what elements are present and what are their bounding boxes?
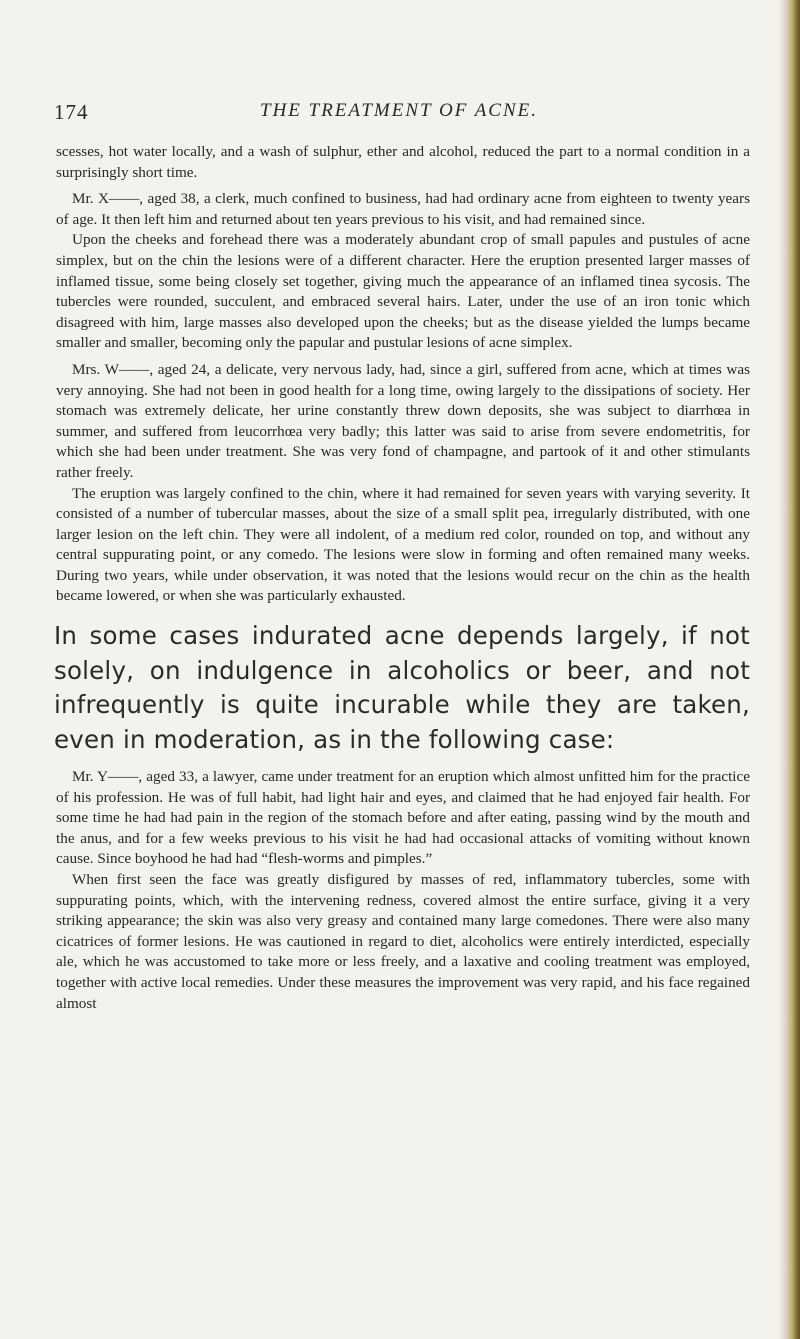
page-number: 174 [54,100,89,124]
case-paragraph-mr-x: Mr. X——, aged 38, a clerk, much confined to business, had had ordinary acne from eighteen to twenty years of age. It then left him and returned about ten years previous to his visit, and had remained since. [56,190,750,228]
running-title: THE TREATMENT OF ACNE. [260,100,539,121]
case-paragraph-mr-y-treatment: When first seen the face was greatly disfigured by masses of red, inflammatory tubercles, some with suppurating points, which, with the intervening redness, covered almost the entire surface, giving it a very striking appearance; the skin was also very greasy and contained many large comedones. There were also many cicatrices of former lesions. He was cautioned in regard to diet, alcoholics were entirely interdicted, especially ale, which he was accustomed to take more or less freely, and a laxative and cooling treatment was employed, together with active local remedies. Under these measures the improvement was very rapid, and his face regained almost [56,871,750,1012]
paragraph-continuation: scesses, hot water locally, and a wash of sulphur, ether and alcohol, reduced the part to a normal condition in a surprisingly short time. [56,143,750,181]
case-paragraph-mrs-w-eruption: The eruption was largely confined to the chin, where it had remained for seven years with varying severity. It consisted of a number of tubercular masses, about the size of a small split pea, irregularly distributed, with one larger lesion on the left chin. They were all indolent, of a medium red color, rounded on top, and without any central suppurating point, or any comedo. The lesions were slow in forming and often remained many weeks. During two years, while under observation, it was noted that the lesions would recur on the chin as the health became lowered, or when she was particularly exhausted. [56,484,750,605]
case-paragraph-mrs-w: Mrs. W——, aged 24, a delicate, very nervous lady, had, since a girl, suffered from acne, which at times was very annoying. She had not been in good health for a long time, owing largely to the dissipations of society. Her stomach was extremely delicate, her urine constantly threw down deposits, she was subject to diarrhœa in summer, and suffered from leucorrhœa very badly; this latter was said to arise from severe endometritis, for which she had been under treatment. She was very fond of champagne, and partook of it and other stimulants rather freely. [56,360,750,481]
book-page-edge [786,0,800,1339]
page-body [56,142,750,1014]
large-type-passage: In some cases indurated acne depends largely, if not solely, on indulgence in alcoholics or beer, and not infrequently is quite incurable while they are taken, even in moderation, as in the following case: [54,621,750,754]
page-shadow [778,0,786,1339]
case-paragraph-mr-y: Mr. Y——, aged 33, a lawyer, came under treatment for an eruption which almost unfitted him for the practice of his profession. He was of full habit, had light hair and eyes, and claimed that he had enjoyed fair health. For some time he had had pain in the region of the stomach before and after eating, passing wind by the mouth and the anus, and for a few weeks previous to his visit he had had occasional attacks of vomiting without known cause. Since boyhood he had had “flesh-worms and pimples.” [56,768,750,868]
case-paragraph-mr-x-description: Upon the cheeks and forehead there was a moderately abundant crop of small papules and pustules of acne simplex, but on the chin the lesions were of a different character. Here the eruption presented larger masses of inflamed tissue, some being closely set together, giving much the appearance of an inflamed tinea sycosis. The tubercles were rounded, succulent, and embraced several hairs. Later, under the use of an iron tonic which disagreed with him, large masses also developed upon the cheeks; but as the disease yielded the lumps became smaller and smaller, becoming only the papular and pustular lesions of acne simplex. [56,231,750,352]
